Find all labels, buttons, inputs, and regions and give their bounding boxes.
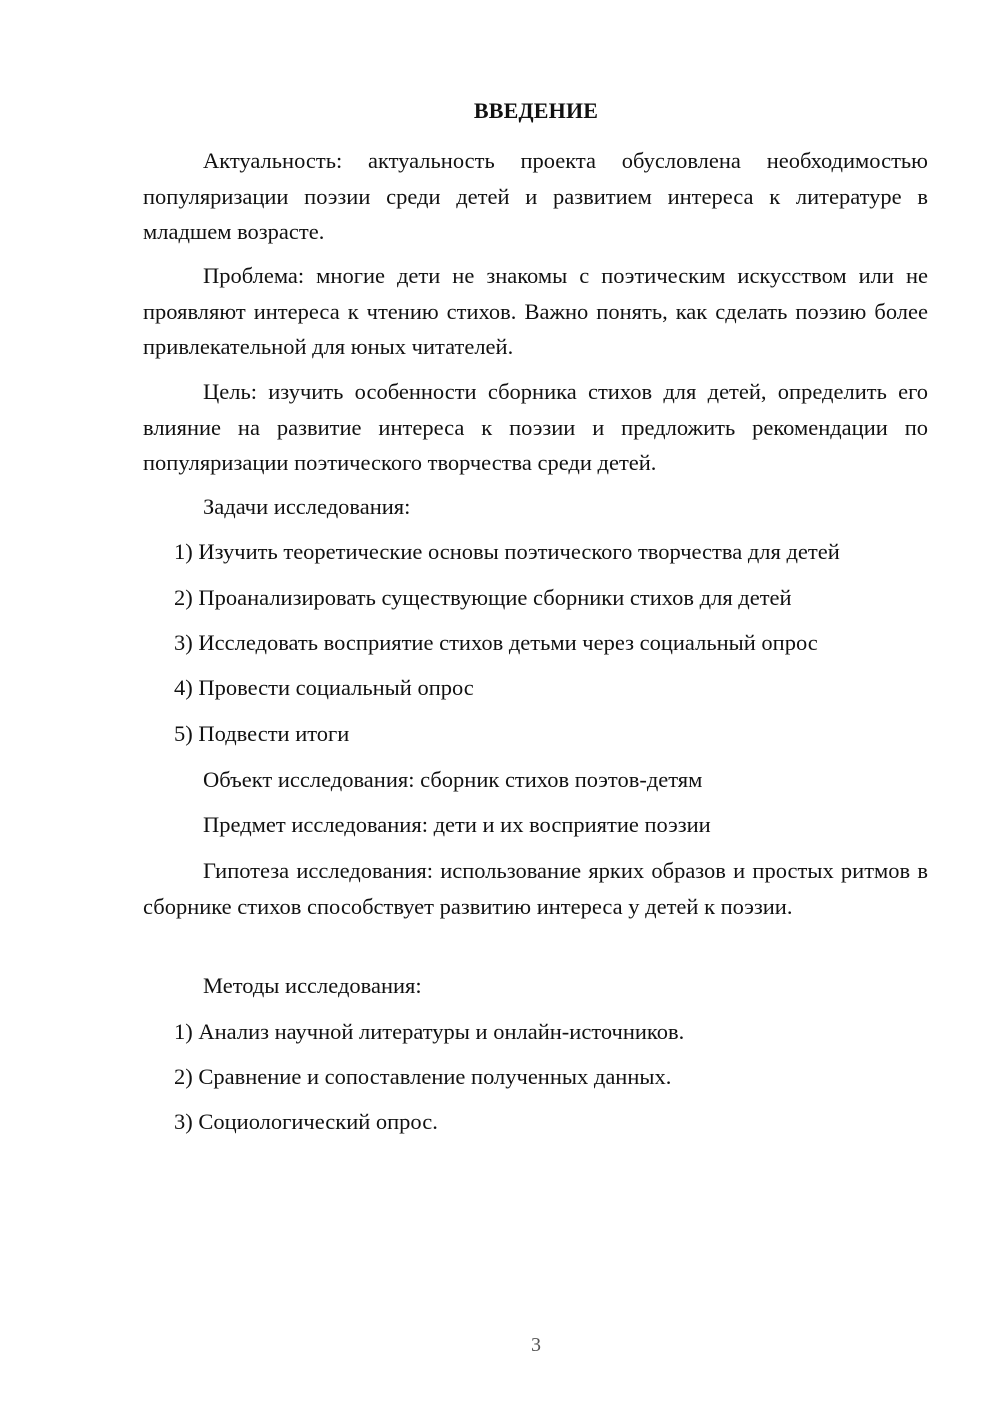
task-item: 4) Провести социальный опрос xyxy=(174,675,474,700)
hypothesis-paragraph: Гипотеза исследования: использование ярких образов и простых ритмов в сборнике стихов способствует развитию интереса у детей к поэзии. xyxy=(143,858,928,919)
task-item: 3) Исследовать восприятие стихов детьми через социальный опрос xyxy=(174,630,818,655)
method-item: 3) Социологический опрос. xyxy=(174,1109,438,1134)
object-line: Объект исследования: сборник стихов поэтов-детям xyxy=(203,767,703,792)
page-number: 3 xyxy=(531,1334,541,1356)
task-item: 1) Изучить теоретические основы поэтического творчества для детей xyxy=(174,539,840,564)
actuality-paragraph: Актуальность: актуальность проекта обусловлена необходимостью популяризации поэзии среди детей и развитием интереса к литературе в младшем возрасте. xyxy=(143,148,928,244)
method-item: 2) Сравнение и сопоставление полученных данных. xyxy=(174,1064,672,1089)
method-item: 1) Анализ научной литературы и онлайн-источников. xyxy=(174,1019,685,1044)
subject-line: Предмет исследования: дети и их восприятие поэзии xyxy=(203,812,711,837)
task-item: 2) Проанализировать существующие сборники стихов для детей xyxy=(174,585,792,610)
task-item: 5) Подвести итоги xyxy=(174,721,350,746)
tasks-title: Задачи исследования: xyxy=(203,494,411,519)
goal-paragraph: Цель: изучить особенности сборника стихов для детей, определить его влияние на развитие интереса к поэзии и предложить рекомендации по популяризации поэтического творчества среди детей. xyxy=(143,379,928,475)
section-heading: ВВЕДЕНИЕ xyxy=(473,98,599,123)
methods-title: Методы исследования: xyxy=(203,973,422,998)
problem-paragraph: Проблема: многие дети не знакомы с поэтическим искусством или не проявляют интереса к чтению стихов. Важно понять, как сделать поэзию более привлекательной для юных читателей. xyxy=(143,263,928,359)
